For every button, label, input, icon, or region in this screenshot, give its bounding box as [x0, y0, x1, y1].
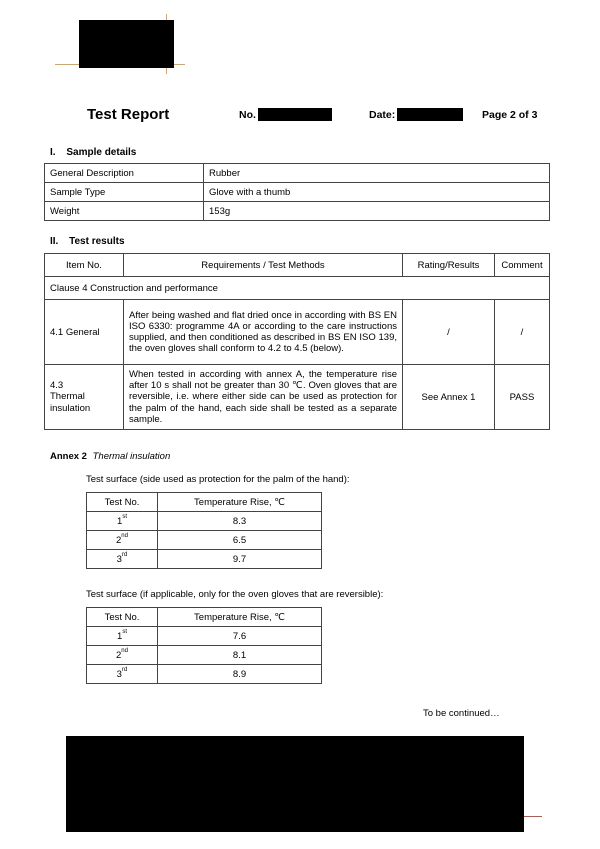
test-number: 3 — [116, 553, 122, 565]
column-header: Comment — [495, 254, 550, 277]
test-number-cell — [87, 665, 158, 684]
column-header: Test No. — [87, 608, 158, 627]
table-row — [45, 202, 550, 221]
table-row — [45, 365, 550, 430]
sample-details-table — [44, 163, 550, 221]
section-2-title: Test results — [69, 236, 125, 247]
table-header-row — [87, 493, 322, 512]
temperature-cell: 7.6 — [158, 627, 322, 646]
date-label: Date: — [369, 109, 396, 121]
comment-cell: / — [495, 300, 550, 365]
item-name-line: insulation — [50, 402, 91, 414]
clause-cell: Clause 4 Construction and performance — [45, 277, 550, 300]
temperature-cell: 8.1 — [158, 646, 322, 665]
sample-label-cell: Sample Type — [45, 183, 204, 202]
table-header-row — [45, 254, 550, 277]
temperature-cell: 8.9 — [158, 665, 322, 684]
surface-1-table — [86, 492, 322, 569]
footer-redacted — [66, 736, 524, 832]
sample-value-cell: Glove with a thumb — [204, 183, 550, 202]
ordinal-suffix: rd — [121, 551, 128, 558]
annex-heading — [50, 451, 170, 462]
requirement-cell: After being washed and flat dried once in according with BS EN ISO 6330: programme 4A or according to the care instructions supplied, and then conditioned as described in BS EN ISO 139, the oven gloves shall conform to 4.2 to 4.5 (below). — [124, 300, 403, 365]
sample-value-cell: Rubber — [204, 164, 550, 183]
ordinal-suffix: nd — [121, 647, 128, 654]
item-name-line: Thermal — [50, 391, 85, 403]
report-title: Test Report — [87, 106, 170, 123]
section-1-title: Sample details — [66, 147, 137, 158]
test-results-table — [44, 253, 550, 430]
surface-2-caption: Test surface (if applicable, only for the oven gloves that are reversible): — [86, 589, 384, 600]
surface-2-table — [86, 607, 322, 684]
test-number-cell — [87, 550, 158, 569]
comment-cell: PASS — [495, 365, 550, 430]
table-row — [87, 646, 322, 665]
section-2-number: II. — [50, 236, 59, 247]
temperature-cell: 6.5 — [158, 531, 322, 550]
column-header: Test No. — [87, 493, 158, 512]
column-header: Item No. — [45, 254, 124, 277]
table-row — [45, 164, 550, 183]
sample-value-cell: 153g — [204, 202, 550, 221]
table-row — [87, 665, 322, 684]
section-1-heading — [50, 147, 136, 158]
result-cell: See Annex 1 — [403, 365, 495, 430]
surface-1-caption: Test surface (side used as protection for the palm of the hand): — [86, 474, 350, 485]
clause-row — [45, 277, 550, 300]
sample-label-cell: Weight — [45, 202, 204, 221]
report-number-redacted — [258, 108, 332, 121]
table-row — [87, 627, 322, 646]
column-header: Temperature Rise, ℃ — [158, 493, 322, 512]
page-number: Page 2 of 3 — [482, 109, 538, 121]
section-1-number: I. — [50, 147, 56, 158]
item-cell — [45, 365, 124, 430]
annex-title: Thermal insulation — [92, 451, 171, 462]
column-header: Temperature Rise, ℃ — [158, 608, 322, 627]
test-number-cell — [87, 646, 158, 665]
date-redacted — [397, 108, 463, 121]
temperature-cell: 9.7 — [158, 550, 322, 569]
table-header-row — [87, 608, 322, 627]
ordinal-suffix: nd — [121, 532, 128, 539]
table-row — [45, 183, 550, 202]
column-header: Requirements / Test Methods — [124, 254, 403, 277]
ordinal-suffix: st — [122, 513, 127, 520]
requirement-cell: When tested in according with annex A, the temperature rise after 10 s shall not be greater than 30 ℃. Oven gloves that are reversible, i.e. where either side can be used as protection for the palm of the hand, each side shall be tested as a separate sample. — [124, 365, 403, 430]
table-row — [87, 512, 322, 531]
column-header: Rating/Results — [403, 254, 495, 277]
temperature-cell: 8.3 — [158, 512, 322, 531]
test-number: 1 — [117, 630, 123, 642]
table-row — [87, 550, 322, 569]
logo-redacted — [79, 20, 174, 68]
section-2-heading — [50, 236, 125, 247]
test-number-cell — [87, 627, 158, 646]
test-number: 3 — [116, 668, 122, 680]
table-row — [45, 300, 550, 365]
test-number-cell — [87, 512, 158, 531]
test-number: 2 — [116, 649, 122, 661]
annex-label: Annex 2 — [50, 451, 87, 462]
test-number: 1 — [117, 515, 123, 527]
sample-label-cell: General Description — [45, 164, 204, 183]
test-number-cell — [87, 531, 158, 550]
ordinal-suffix: rd — [121, 666, 128, 673]
report-number-label: No. — [239, 109, 256, 121]
result-cell: / — [403, 300, 495, 365]
test-number: 2 — [116, 534, 122, 546]
table-row — [87, 531, 322, 550]
continued-note: To be continued… — [423, 708, 500, 719]
item-number: 4.3 — [50, 380, 64, 392]
footer-crop-line — [524, 816, 542, 817]
ordinal-suffix: st — [122, 628, 127, 635]
item-cell: 4.1 General — [45, 300, 124, 365]
